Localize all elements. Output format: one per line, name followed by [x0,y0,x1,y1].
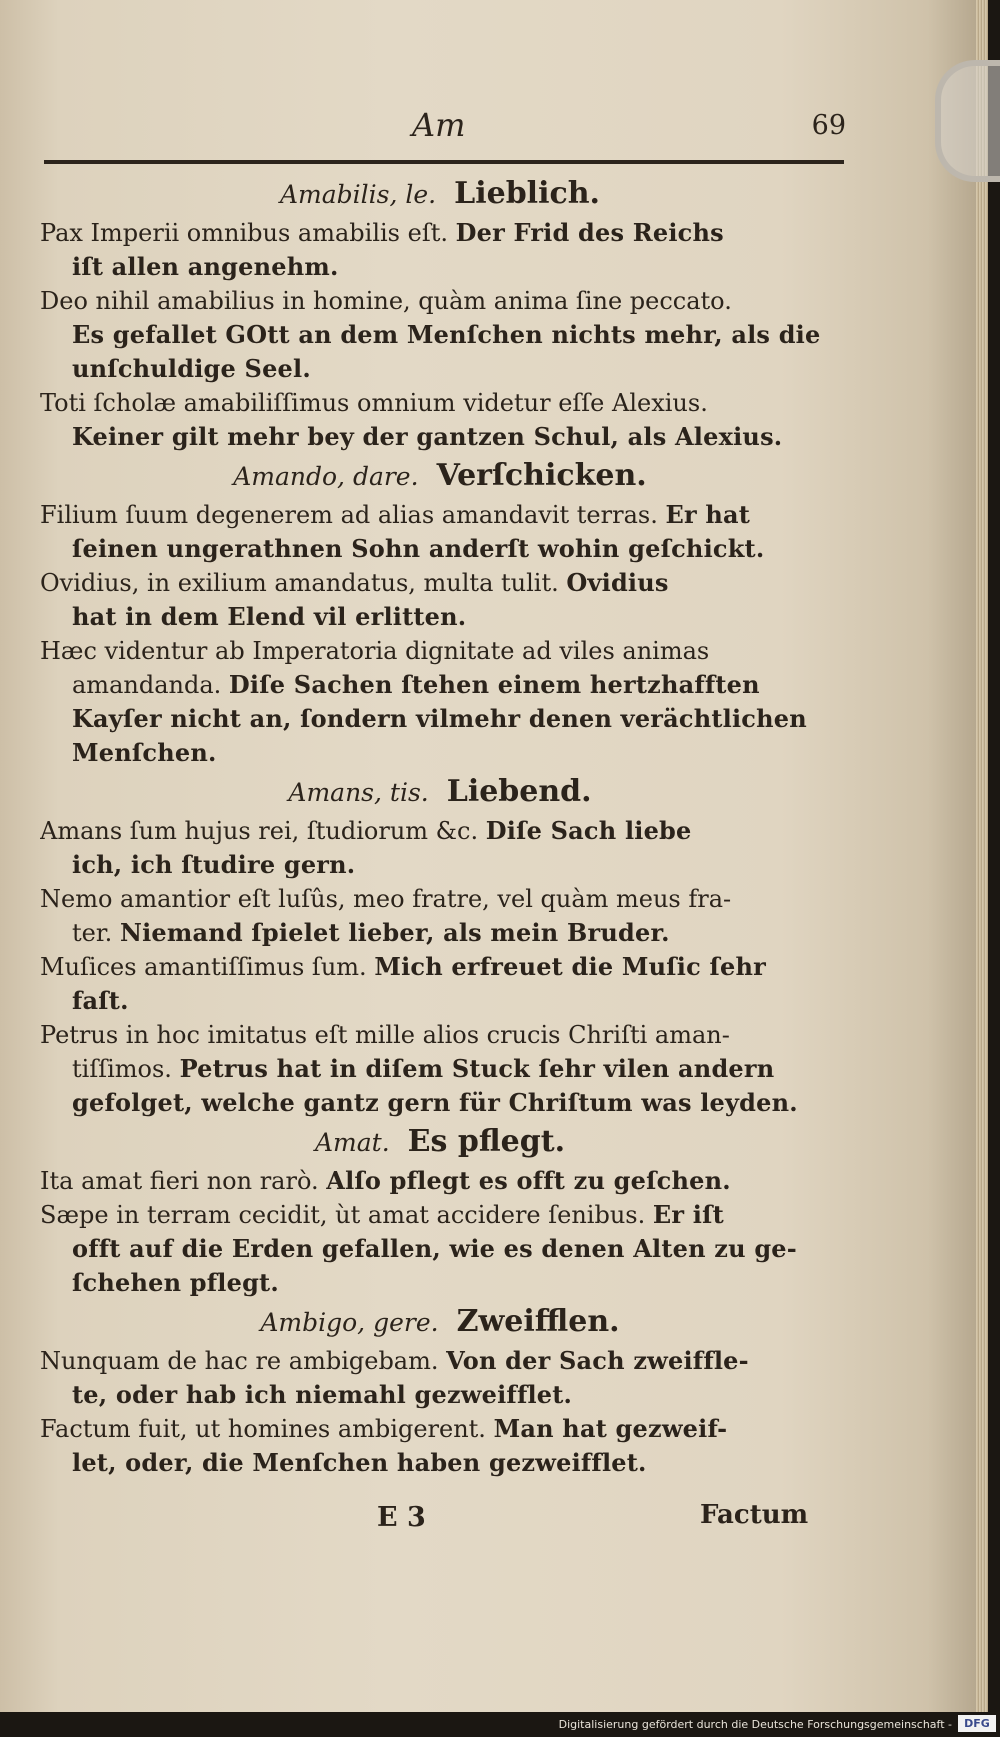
latin-text: Ita amat fieri non rarò. [40,1167,319,1195]
german-text: offt auf die Erden gefallen, wie es denen Alten zu ge- [72,1234,797,1263]
german-text: ſeinen ungerathnen Sohn anderſt wohin geſchickt. [72,534,765,563]
german-text: Der Frid des Reichs [455,218,724,247]
text-line [40,882,840,916]
text-line [40,532,840,566]
text-line [40,284,840,318]
german-text: Ovidius [566,568,669,597]
entry-heading [40,172,840,216]
text-line [40,702,840,736]
text-line [40,736,840,770]
entry-translation: Lieblich. [454,176,600,211]
text-line [40,216,840,250]
german-text: let, oder, die Menſchen haben gezweifflet. [72,1448,647,1477]
latin-text: Ovidius, in exilium amandatus, multa tulit. [40,569,559,597]
german-text: Es gefallet GOtt an dem Menſchen nichts mehr, als die [72,320,821,349]
text-line [40,1052,840,1086]
latin-text: Deo nihil amabilius in homine, quàm anima ſine peccato. [40,287,732,315]
signature-mark: E 3 [377,1502,426,1533]
german-text: ſchehen pflegt. [72,1268,279,1297]
text-line [40,848,840,882]
text-line [40,984,840,1018]
german-text: Mich erfreuet die Muſic ſehr [374,952,766,981]
page-foot [40,1500,840,1540]
german-text: Diſe Sach liebe [485,816,692,845]
text-line [40,814,840,848]
german-text: unſchuldige Seel. [72,354,311,383]
page-edge [976,0,988,1712]
text-line [40,1086,840,1120]
entry-heading [40,770,840,814]
digitization-note: Digitalisierung gefördert durch die Deutsche Forschungsgemeinschaft - [558,1718,952,1731]
latin-text: Amans ſum hujus rei, ſtudiorum &c. [40,817,479,845]
german-text: Man hat gezweif- [493,1414,728,1443]
entry-heading [40,1120,840,1164]
entry-translation: Es pflegt. [407,1124,566,1159]
text-line [40,318,840,352]
entry-lemma: Amat. [314,1128,390,1157]
entry-heading [40,454,840,498]
german-text: hat in dem Elend vil erlitten. [72,602,467,631]
text-line [40,1378,840,1412]
entry-translation: Verſchicken. [436,458,647,493]
entry-lemma: Amando, dare. [233,462,419,491]
entry-translation: Liebend. [446,774,592,809]
header-rule [44,160,844,164]
entry-translation: Zweifflen. [456,1304,620,1339]
latin-text: Nunquam de hac re ambigebam. [40,1347,439,1375]
german-text: Alſo pflegt es offt zu geſchen. [326,1166,731,1195]
latin-text: Pax Imperii omnibus amabilis eſt. [40,219,448,247]
entry-lemma: Amans, tis. [288,778,429,807]
catchword: Factum [700,1500,809,1530]
dfg-logo: DFG [958,1715,996,1732]
german-text: gefolget, welche gantz gern für Chriſtum was leyden. [72,1088,798,1117]
latin-text: Petrus in hoc imitatus eſt mille alios crucis Chriſti aman- [40,1021,730,1049]
german-text: Von der Sach zweiffle- [446,1346,749,1375]
german-text: ich, ich ſtudire gern. [72,850,356,879]
text-line [40,1018,840,1052]
text-line [40,352,840,386]
latin-text: ter. [72,919,113,947]
text-line [40,1344,840,1378]
german-text: Menſchen. [72,738,217,767]
german-text: te, oder hab ich niemahl gezweifflet. [72,1380,573,1409]
page-number: 69 [811,110,846,141]
latin-text: Toti ſcholæ amabiliſſimus omnium videtur eſſe Alexius. [40,389,708,417]
german-text: Niemand ſpielet lieber, als mein Bruder. [119,918,670,947]
dictionary-body [40,172,840,1480]
page-header [44,106,844,146]
latin-text: Muſices amantiſſimus ſum. [40,953,367,981]
text-line [40,668,840,702]
text-line [40,566,840,600]
entry-lemma: Amabilis, le. [280,180,437,209]
text-line [40,1266,840,1300]
text-line [40,250,840,284]
text-line [40,1164,840,1198]
text-line [40,386,840,420]
latin-text: Nemo amantior eſt luſûs, meo fratre, vel quàm meus fra- [40,885,732,913]
german-text: Keiner gilt mehr bey der gantzen Schul, als Alexius. [72,422,783,451]
text-line [40,916,840,950]
page-clip [935,60,1000,182]
latin-text: amandanda. [72,671,222,699]
entry-heading [40,1300,840,1344]
text-line [40,1412,840,1446]
german-text: Petrus hat in diſem Stuck ſehr vilen andern [179,1054,775,1083]
latin-text: Filium ſuum degenerem ad alias amandavit terras. [40,501,658,529]
latin-text: Hæc videntur ab Imperatoria dignitate ad viles animas [40,637,710,665]
latin-text: tiſſimos. [72,1055,172,1083]
text-line [40,600,840,634]
german-text: Er hat [665,500,751,529]
german-text: iſt allen angenehm. [72,252,339,281]
text-line [40,1198,840,1232]
german-text: faſt. [72,986,129,1015]
entry-lemma: Ambigo, gere. [260,1308,439,1337]
text-line [40,420,840,454]
latin-text: Sæpe in terram cecidit, ùt amat accidere ſenibus. [40,1201,646,1229]
text-line [40,1232,840,1266]
text-line [40,950,840,984]
german-text: Er iſt [652,1200,724,1229]
german-text: Diſe Sachen ſtehen einem hertzhafften [228,670,760,699]
text-line [40,498,840,532]
text-line [40,1446,840,1480]
running-head: Am [412,106,466,144]
german-text: Kayſer nicht an, ſondern vilmehr denen verächtlichen [72,704,807,733]
text-line [40,634,840,668]
latin-text: Factum fuit, ut homines ambigerent. [40,1415,486,1443]
